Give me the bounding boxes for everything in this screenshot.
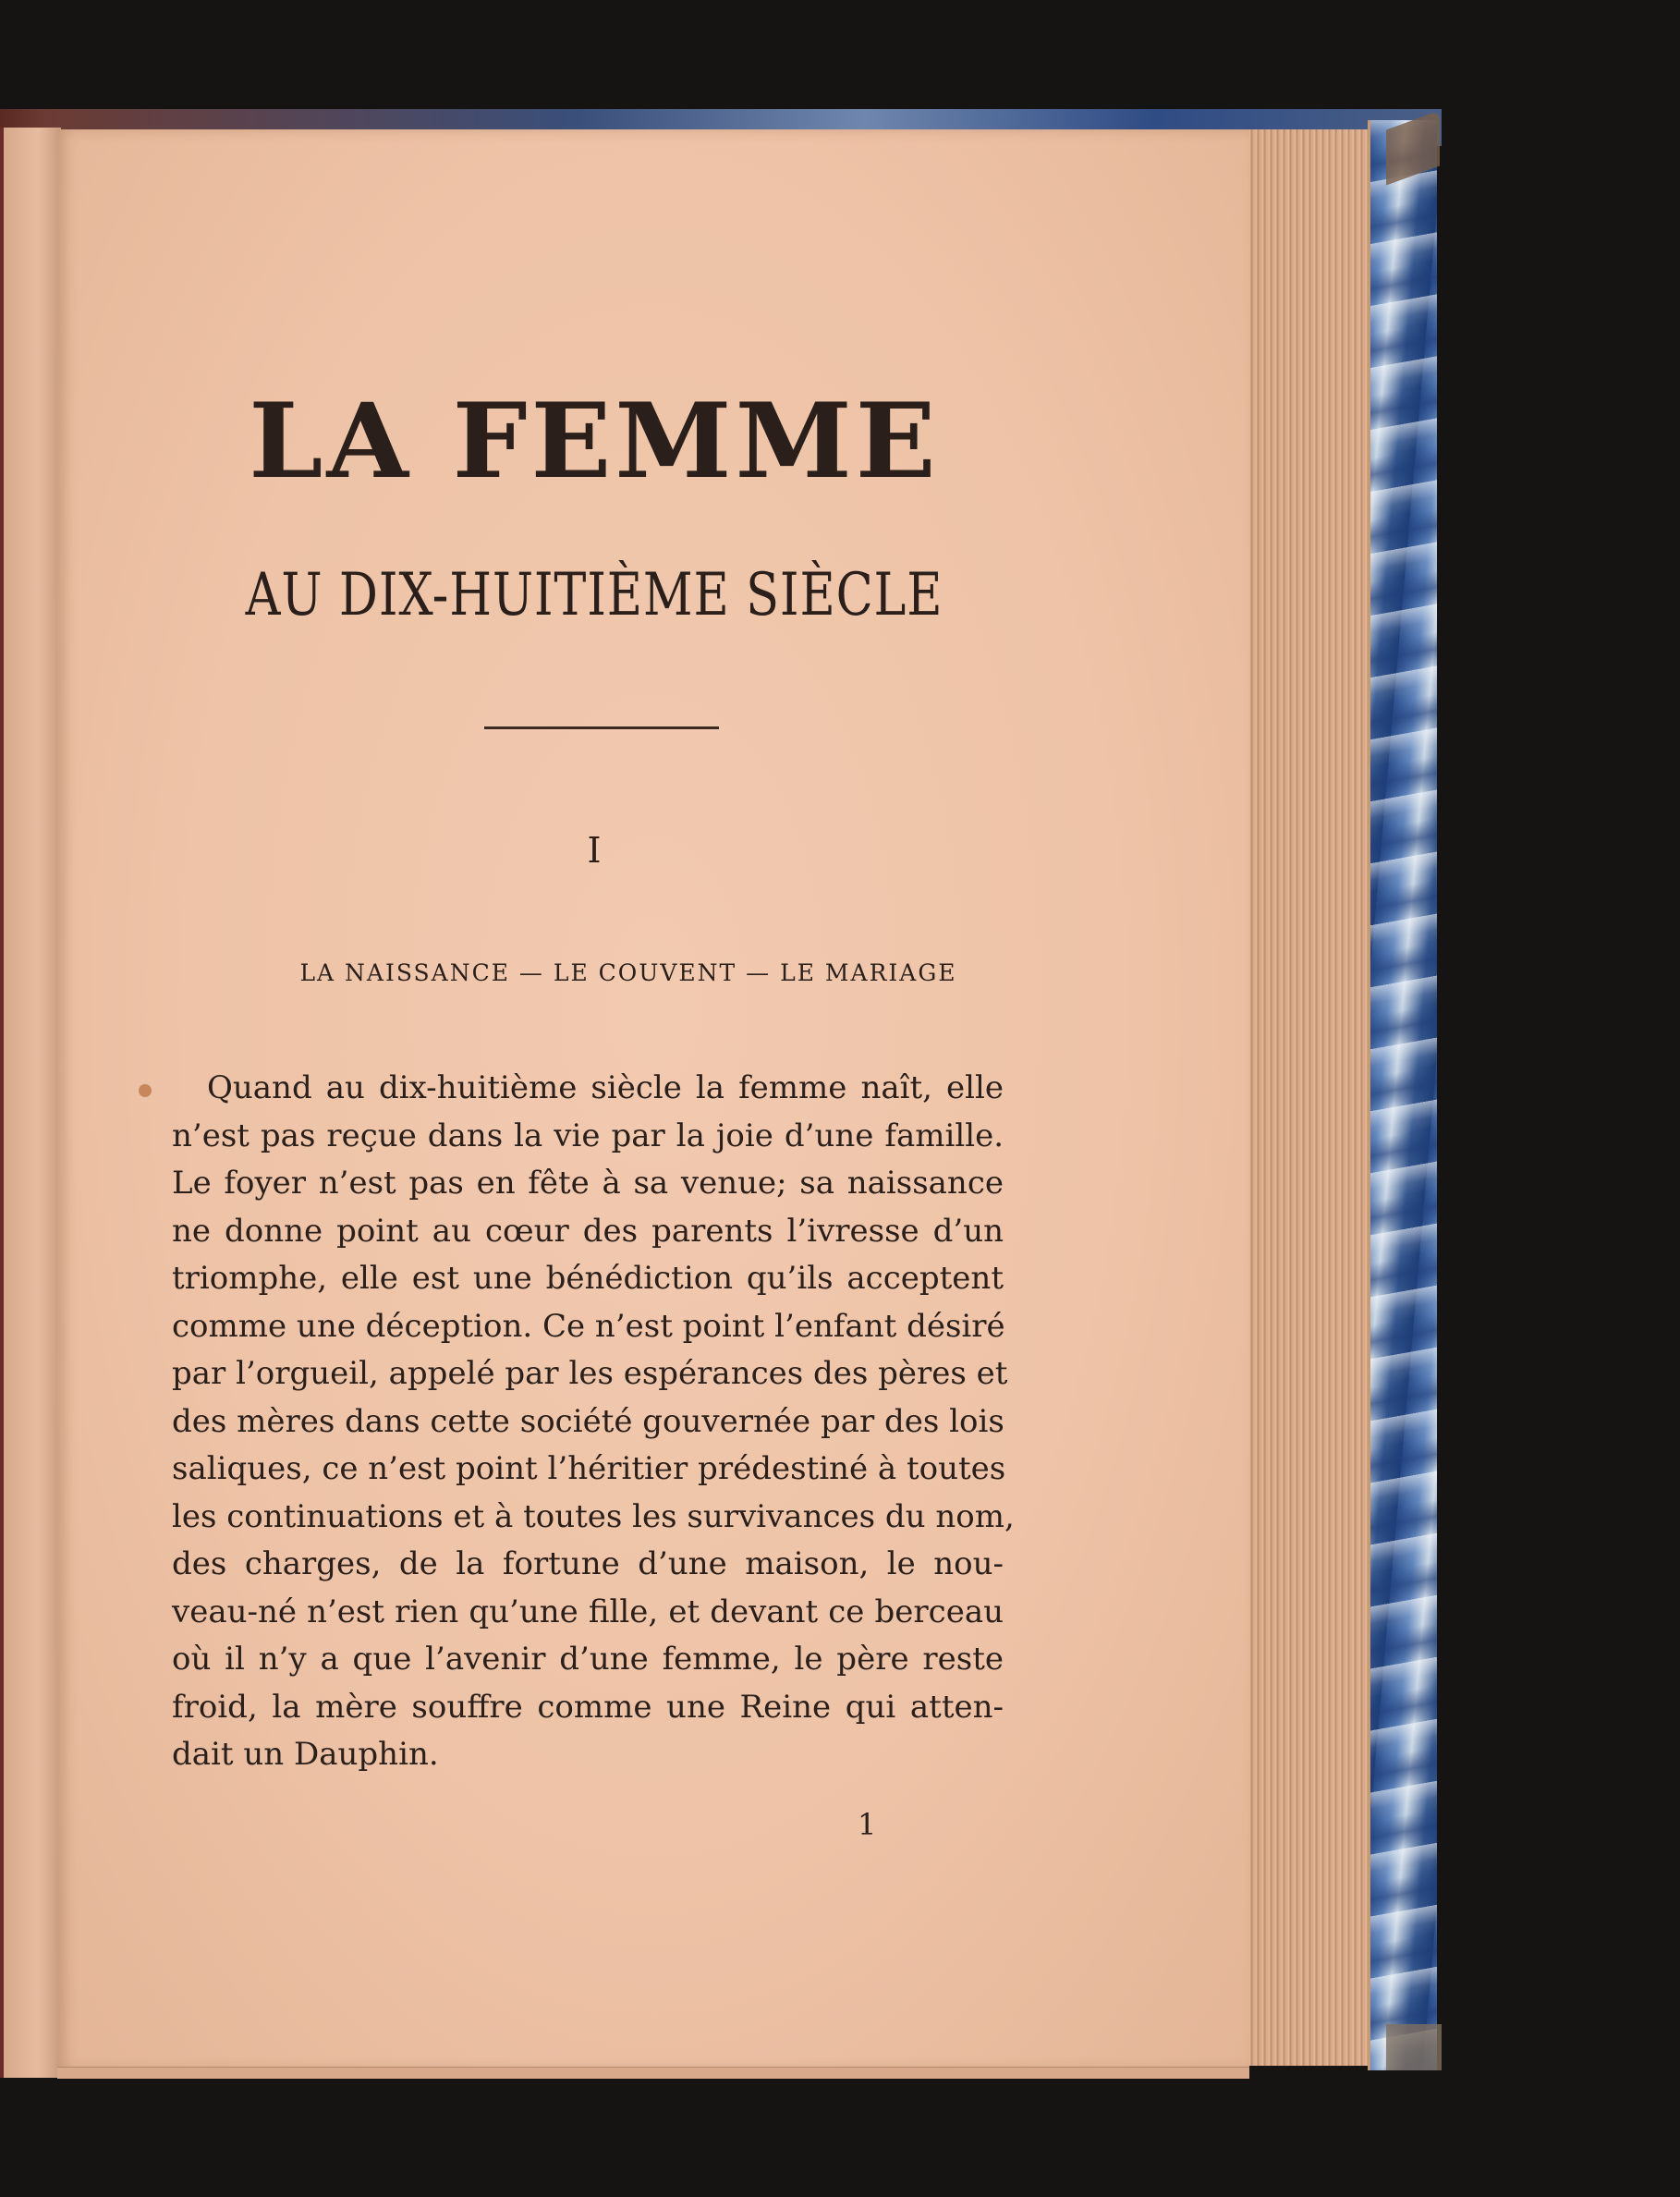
body-line: n’est pas reçue dans la vie par la joie d’une famille. [172, 1117, 1004, 1154]
body-line: dait un Dauphin. [172, 1736, 439, 1773]
body-line: par l’orgueil, appelé par les espérances des pères et [172, 1355, 1008, 1392]
cover-corner-bottom [1386, 2024, 1442, 2070]
body-line: Quand au dix-huitième siècle la femme naît, elle [207, 1069, 1004, 1106]
book-page [57, 129, 1249, 2070]
body-line: triomphe, elle est une bénédiction qu’ils acceptent [172, 1260, 1004, 1297]
body-line: veau-né n’est rien qu’une fille, et devant ce berceau [172, 1593, 1004, 1630]
page-number: 1 [858, 1807, 877, 1842]
body-line: Le foyer n’est pas en fête à sa venue; sa naissance [172, 1165, 1004, 1202]
body-line: froid, la mère souffre comme une Reine qui atten- [172, 1688, 1004, 1726]
body-paragraph [172, 1065, 1015, 1779]
body-line: où il n’y a que l’avenir d’une femme, le père reste [172, 1641, 1004, 1678]
marbled-cover-board [1368, 120, 1437, 2070]
chapter-number: I [587, 830, 602, 871]
body-line: des mères dans cette société gouvernée par des lois [172, 1402, 1004, 1440]
body-line: saliques, ce n’est point l’héritier prédestiné à toutes [172, 1450, 1006, 1487]
title-divider-rule [484, 726, 719, 729]
body-line: ne donne point au cœur des parents l’ivresse d’un [172, 1212, 1004, 1250]
chapter-heading: LA NAISSANCE — LE COUVENT — LE MARIAGE [299, 959, 957, 986]
page-bottom-edge [57, 2067, 1249, 2079]
book-subtitle: AU DIX-HUITIÈME SIÈCLE [245, 561, 943, 629]
body-line: des charges, de la fortune d’une maison, le nou- [172, 1545, 1004, 1582]
book-title: LA FEMME [249, 380, 940, 502]
ink-spot [139, 1084, 152, 1097]
left-page-edge [0, 128, 61, 2078]
body-line: les continuations et à toutes les survivances du nom, [172, 1497, 1015, 1535]
body-line: comme une déception. Ce n’est point l’enfant désiré [172, 1307, 1005, 1345]
